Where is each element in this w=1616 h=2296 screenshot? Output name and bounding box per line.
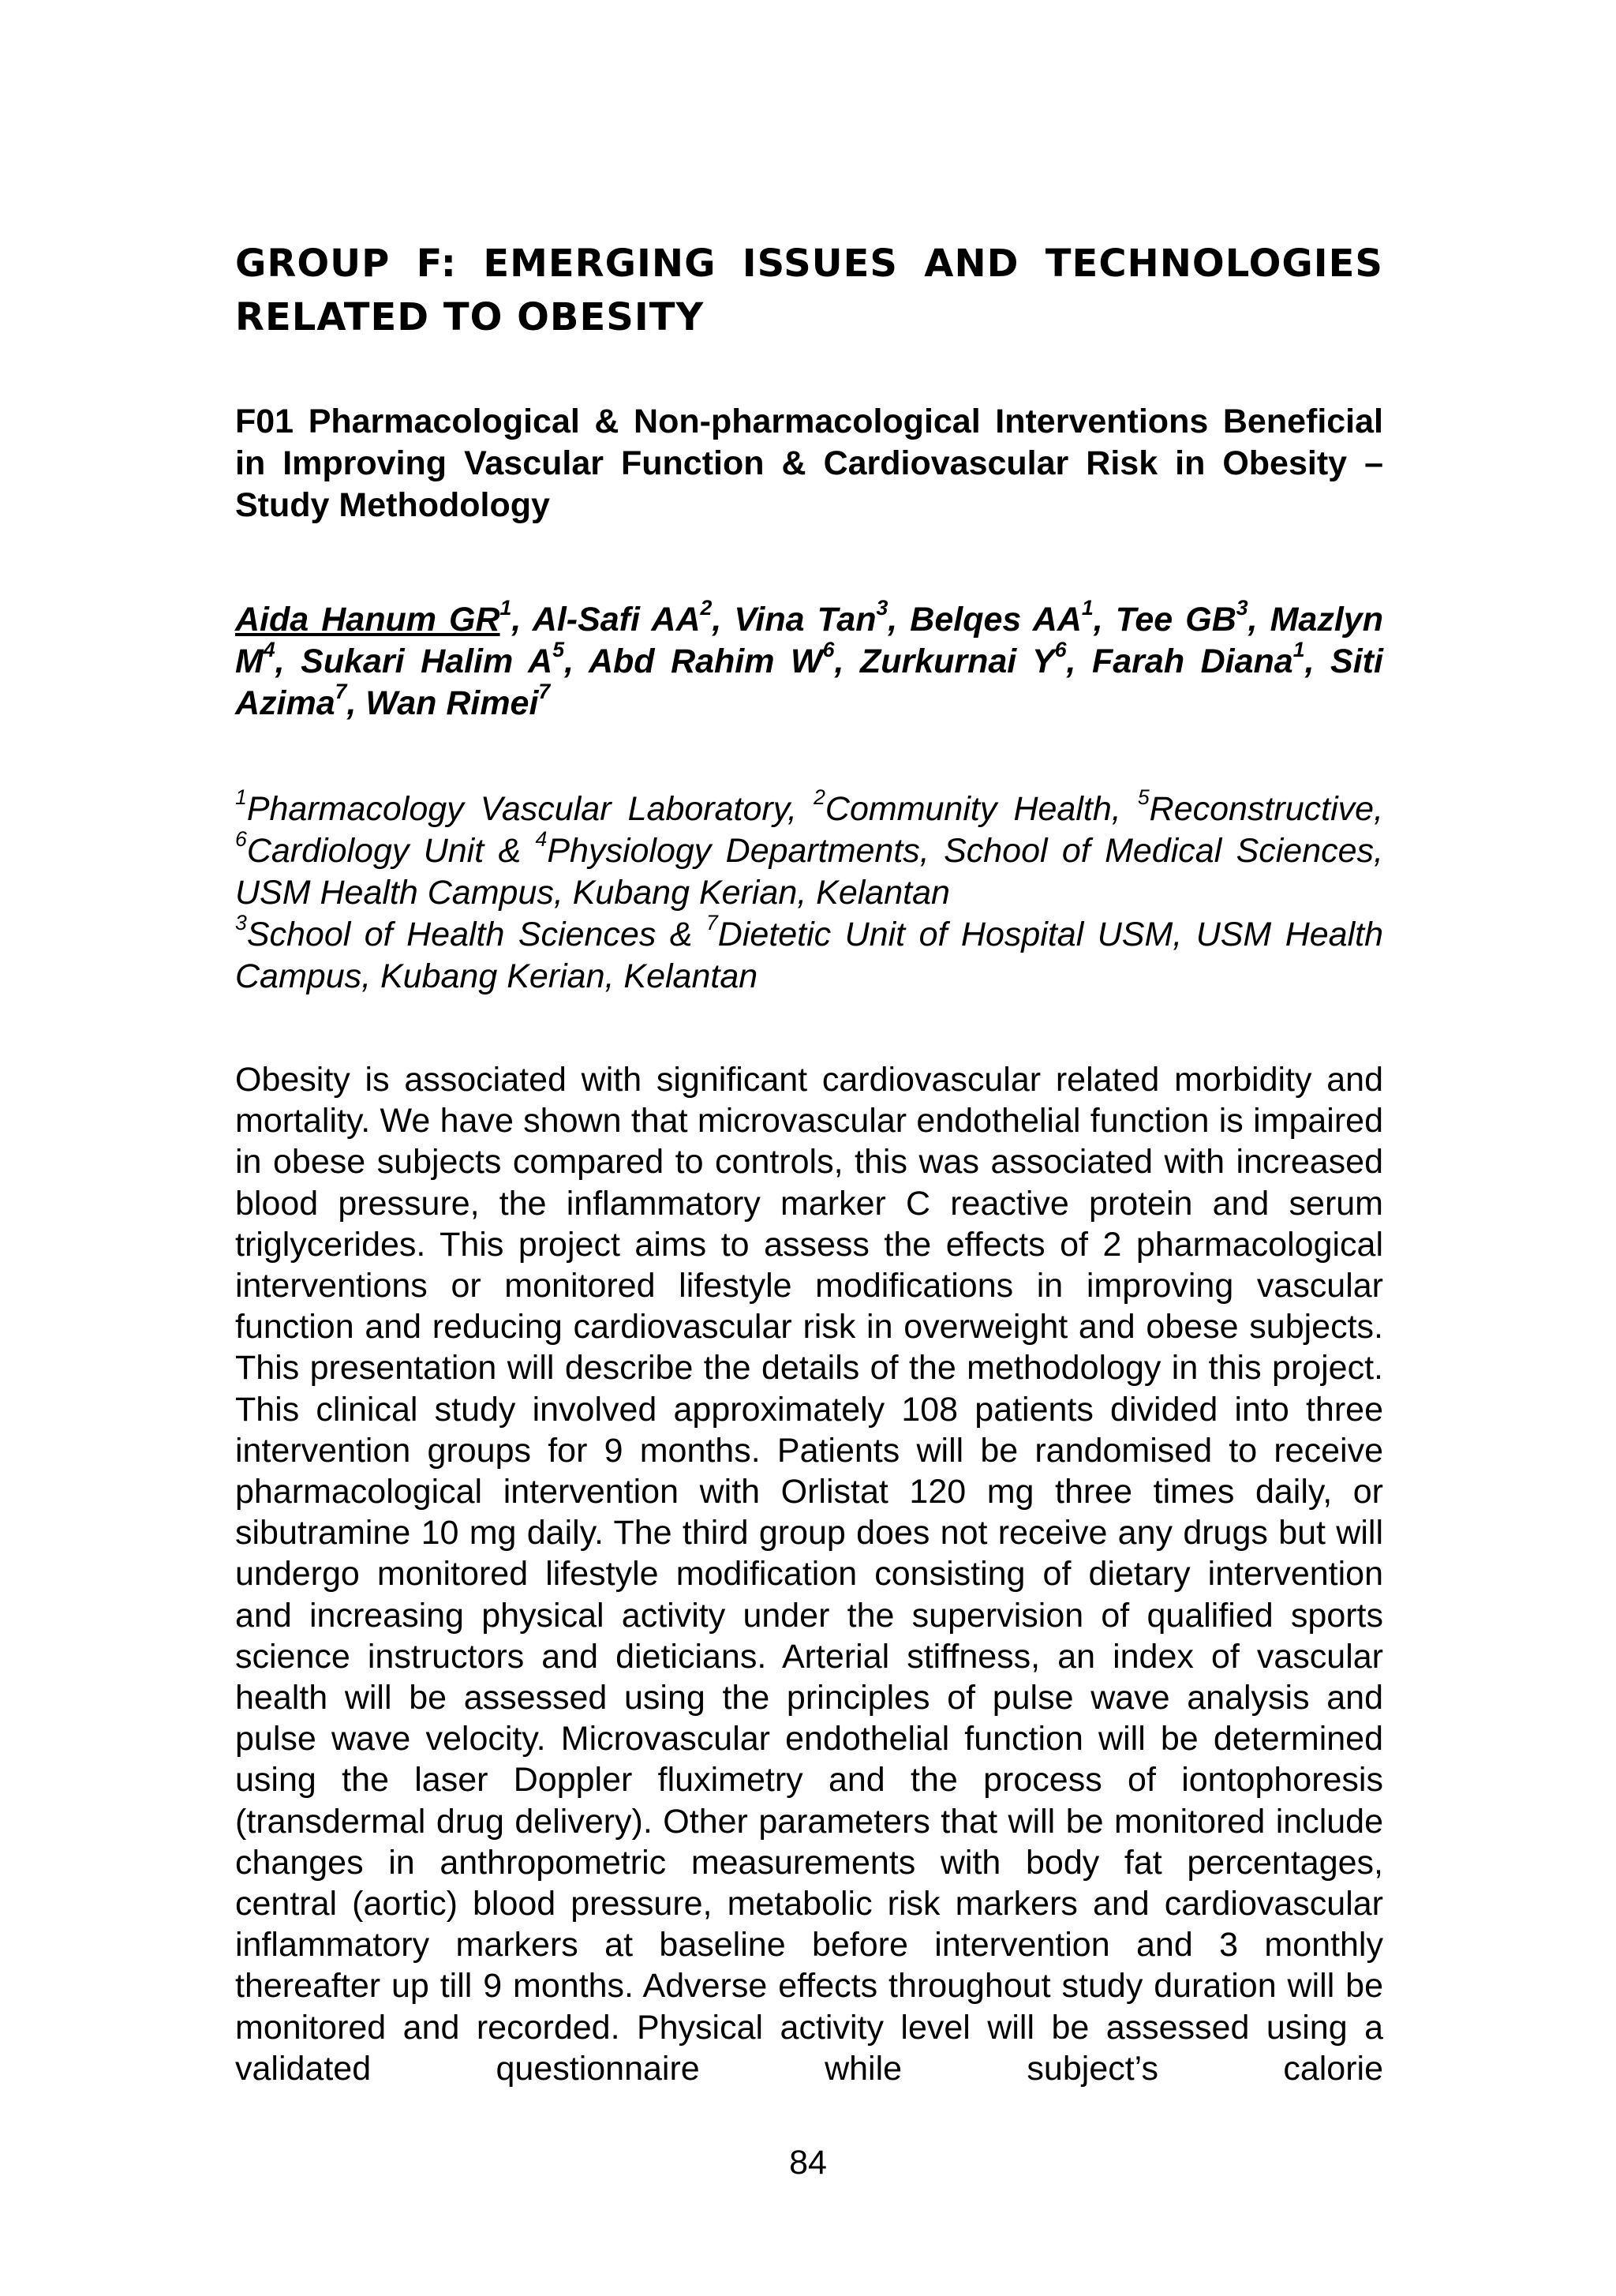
author-affiliation-mark: 7 — [335, 680, 347, 704]
author-name: Abd Rahim W — [588, 642, 823, 680]
group-heading: GROUP F: EMERGING ISSUES AND TECHNOLOGIES RELATED TO OBESITY — [235, 242, 1383, 339]
author: Farah Diana$^1$, — [1092, 638, 1331, 680]
author: Abd Rahim $W^6$, — [588, 638, 860, 680]
author: Al-Safi $AA^2$, — [532, 596, 735, 639]
abstract-text: Obesity is associated with significant cardiovascular related morbidity and mortality. We have shown that microvascular endothelial function is impaired in obese subjects compared to controls, this was associated with increased blood pressure, the inflammatory marker C reactive protein and serum triglycerides. This project aims to assess the effects of 2 pharmacological interventions or monitored lifestyle modifications in improving vascular function and reducing cardiovascular risk in overweight and obese subjects. This presentation will describe the details of the methodology in this project. This clinical study involved approximately 108 patients divided into three intervention groups for 9 months. Patients will be randomised to receive pharmacological intervention with Orlistat 120 mg three times daily, or sibutramine 10 mg daily. The third group does not receive any drugs but will undergo monitored lifestyle modification consisting of dietary intervention and increasing physical activity under the supervision of qualified sports science instructors and dieticians. Arterial stiffness, an index of vascular health will be assessed using the principles of pulse wave analysis and pulse wave velocity. Microvascular endothelial function will be determined using the laser Doppler fluximetry and the process of iontophoresis (transdermal drug delivery). Other parameters that will be monitored include changes in anthropometric measurements with body fat percentages, central (aortic) blood pressure, metabolic risk markers and cardiovascular inflammatory markers at baseline before intervention and 3 monthly thereafter up till 9 months. Adverse effects throughout study duration will be monitored and recorded. Physical activity level will be assessed using a validated questionnaire while subject’s calorie — [235, 1061, 1383, 2088]
author: Vina Tan$^3$, — [734, 596, 911, 639]
document-body — [235, 237, 1383, 2089]
author: Zurkurnai $Y^6$, — [859, 638, 1092, 680]
author: Mazlyn $M^4$, — [235, 601, 1383, 680]
page-number: 84 — [789, 2144, 827, 2182]
author-affiliation-mark: 6 — [1054, 638, 1067, 662]
author-affiliation-mark: 7 — [538, 680, 551, 704]
author-name: Zurkurnai Y — [859, 642, 1055, 680]
author-list — [235, 596, 1383, 725]
author — [365, 680, 551, 722]
author: Belqes $AA^1$, — [910, 596, 1116, 639]
author-affiliation-mark: 1 — [499, 596, 512, 620]
author-name: Tee GB — [1115, 601, 1236, 639]
author-name: Al-Safi AA — [532, 601, 701, 639]
author-affiliation-mark: 3 — [1236, 596, 1248, 620]
author-name: Farah Diana — [1092, 642, 1293, 680]
author-affiliation-mark: 1 — [1292, 638, 1305, 662]
author-name: Belqes AA — [910, 601, 1082, 639]
author: Sukari Halim $A^5$, — [301, 638, 589, 680]
article-title: F01 Pharmacological & Non-pharmacological Interventions Beneficial in Improving Vascular Function & Cardiovascular Risk in Obesity – Study Methodology — [235, 403, 1383, 524]
presenting-author-name: Aida Hanum GR — [235, 601, 500, 639]
author: Siti Azima$^7$, — [235, 642, 1383, 722]
author-affiliation-mark: 6 — [822, 638, 835, 662]
affiliations — [235, 785, 1384, 998]
affiliation-second: $^3$School of Health Sciences & $^7$Dietetic Unit of Hospital USM, USM Health Campus, Kubang Kerian, Kelantan — [235, 911, 1384, 995]
author-name: Siti Azima — [235, 642, 1383, 722]
author-name: Wan Rimei — [365, 684, 539, 722]
author-affiliation-mark: 5 — [552, 638, 565, 662]
author: Aida Hanum $GR^1$, — [235, 596, 533, 639]
author-affiliation-mark: 1 — [1081, 596, 1094, 620]
author-affiliation-mark: 3 — [876, 596, 888, 620]
author-affiliation-mark: 2 — [700, 596, 713, 620]
author: Tee $GB^3$, — [1115, 596, 1270, 639]
author-affiliation-mark: 4 — [263, 638, 275, 662]
author-name: Vina Tan — [734, 601, 877, 639]
author-name: Sukari Halim A — [301, 642, 553, 680]
affiliation-first: $^1$Pharmacology Vascular Laboratory, $^2$Community Health, $^5$Reconstructive, $^6$Cardiology Unit & $^4$Physiology Departments, School of Medical Sciences, USM Health Campus, Kubang Kerian, Kelantan — [235, 785, 1383, 912]
author-name: Mazlyn M — [235, 601, 1383, 680]
